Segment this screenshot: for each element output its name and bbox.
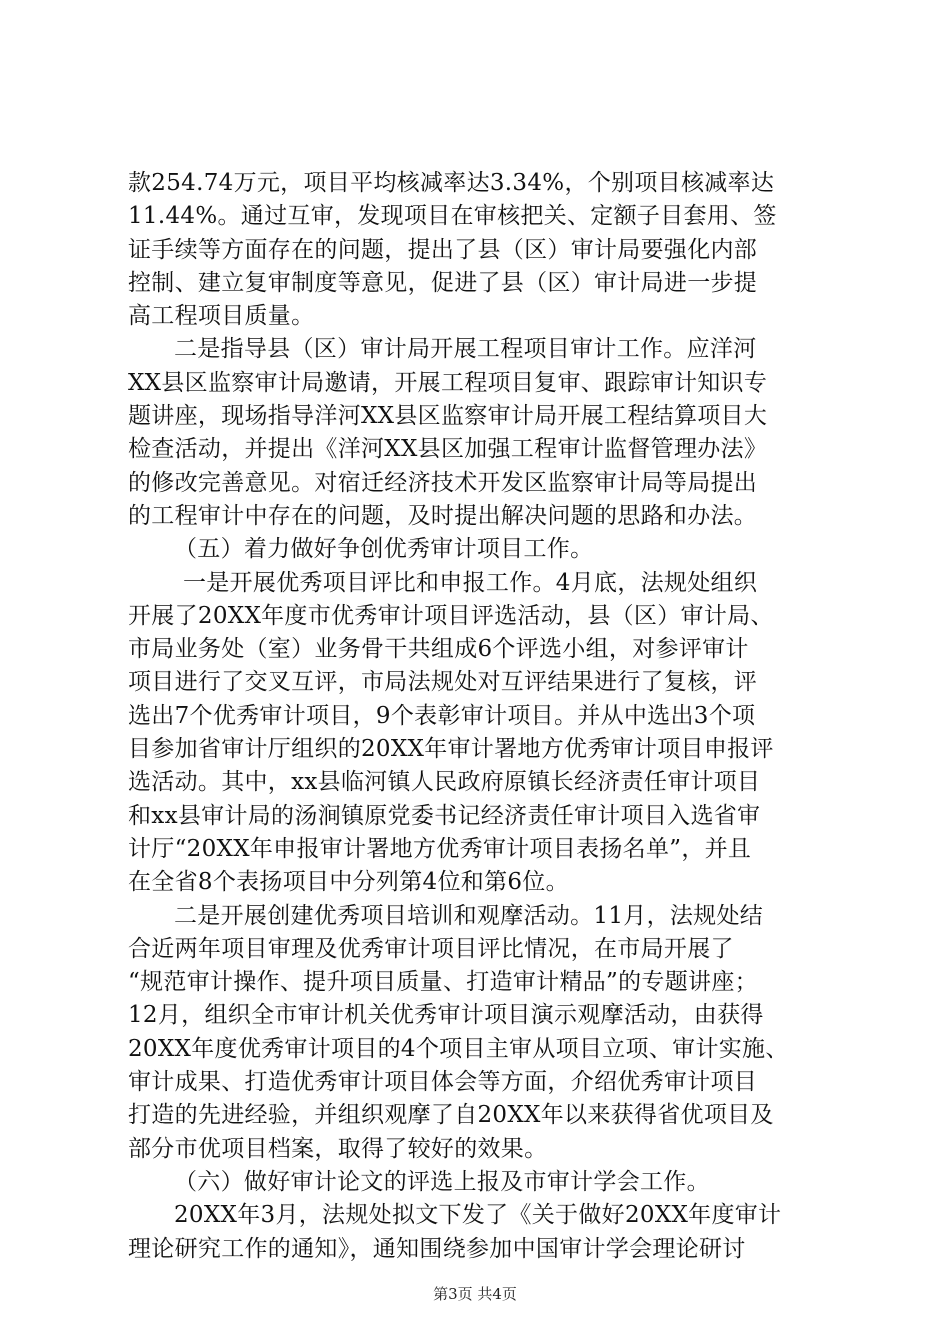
text-line: 和xx县审计局的汤涧镇原党委书记经济责任审计项目入选省审 [128,802,761,829]
text-line: 部分市优项目档案，取得了较好的效果。 [128,1135,548,1162]
text-line: 20XX年3月，法规处拟文下发了《关于做好20XX年度审计 [174,1202,782,1229]
text-line: 审计成果、打造优秀审计项目体会等方面，介绍优秀审计项目 [128,1069,758,1096]
text-line: “规范审计操作、提升项目质量、打造审计精品”的专题讲座； [128,969,758,996]
text-line: 开展了20XX年度市优秀审计项目评选活动，县（区）审计局、 [128,602,774,629]
text-line: XX县区监察审计局邀请，开展工程项目复审、跟踪审计知识专 [128,369,768,396]
text-line: 控制、建立复审制度等意见，促进了县（区）审计局进一步提 [128,269,758,296]
text-line: 证手续等方面存在的问题，提出了县（区）审计局要强化内部 [128,236,758,263]
text-line: 检查活动，并提出《洋河XX县区加强工程审计监督管理办法》 [128,436,768,463]
text-line: 二是开展创建优秀项目培训和观摩活动。11月，法规处结 [174,902,764,929]
text-line: 目参加省审计厅组织的20XX年审计署地方优秀审计项目申报评 [128,736,774,763]
text-line: 的工程审计中存在的问题，及时提出解决问题的思路和办法。 [128,502,758,529]
body-text [128,167,828,1266]
section-heading: （六）做好审计论文的评选上报及市审计学会工作。 [174,1168,710,1195]
text-line: 一是开展优秀项目评比和申报工作。4月底，法规处组织 [183,569,758,596]
text-line: 款254.74万元，项目平均核减率达3.34%，个别项目核减率达 [128,170,775,196]
text-line: 项目进行了交叉互评，市局法规处对互评结果进行了复核，评 [128,669,758,696]
text-line: 打造的先进经验，并组织观摩了自20XX年以来获得省优项目及 [128,1102,774,1129]
page-footer: 第3页 共4页 [433,1285,517,1303]
text-line: 选出7个优秀审计项目，9个表彰审计项目。并从中选出3个项 [128,702,756,729]
text-line: 二是指导县（区）审计局开展工程项目审计工作。应洋河 [174,336,757,363]
section-heading: （五）着力做好争创优秀审计项目工作。 [174,536,594,563]
text-line: 的修改完善意见。对宿迁经济技术开发区监察审计局等局提出 [128,469,758,496]
text-line: 市局业务处（室）业务骨干共组成6个评选小组，对参评审计 [128,636,749,663]
text-line: 11.44%。通过互审，发现项目在审核把关、定额子目套用、签 [128,203,777,230]
text-line: 合近两年项目审理及优秀审计项目评比情况，在市局开展了 [128,935,734,962]
text-line: 理论研究工作的通知》，通知围绕参加中国审计学会理论研讨 [128,1235,746,1262]
text-line: 计厅“20XX年申报审计署地方优秀审计项目表扬名单”，并且 [128,835,752,862]
text-line: 题讲座，现场指导洋河XX县区监察审计局开展工程结算项目大 [128,403,768,430]
text-line: 高工程项目质量。 [128,303,315,330]
text-line: 在全省8个表扬项目中分列第4位和第6位。 [128,869,569,896]
text-line: 选活动。其中，xx县临河镇人民政府原镇长经济责任审计项目 [128,769,761,796]
text-line: 12月，组织全市审计机关优秀审计项目演示观摩活动，由获得 [128,1002,764,1029]
text-line: 20XX年度优秀审计项目的4个项目主审从项目立项、审计实施、 [128,1035,789,1062]
